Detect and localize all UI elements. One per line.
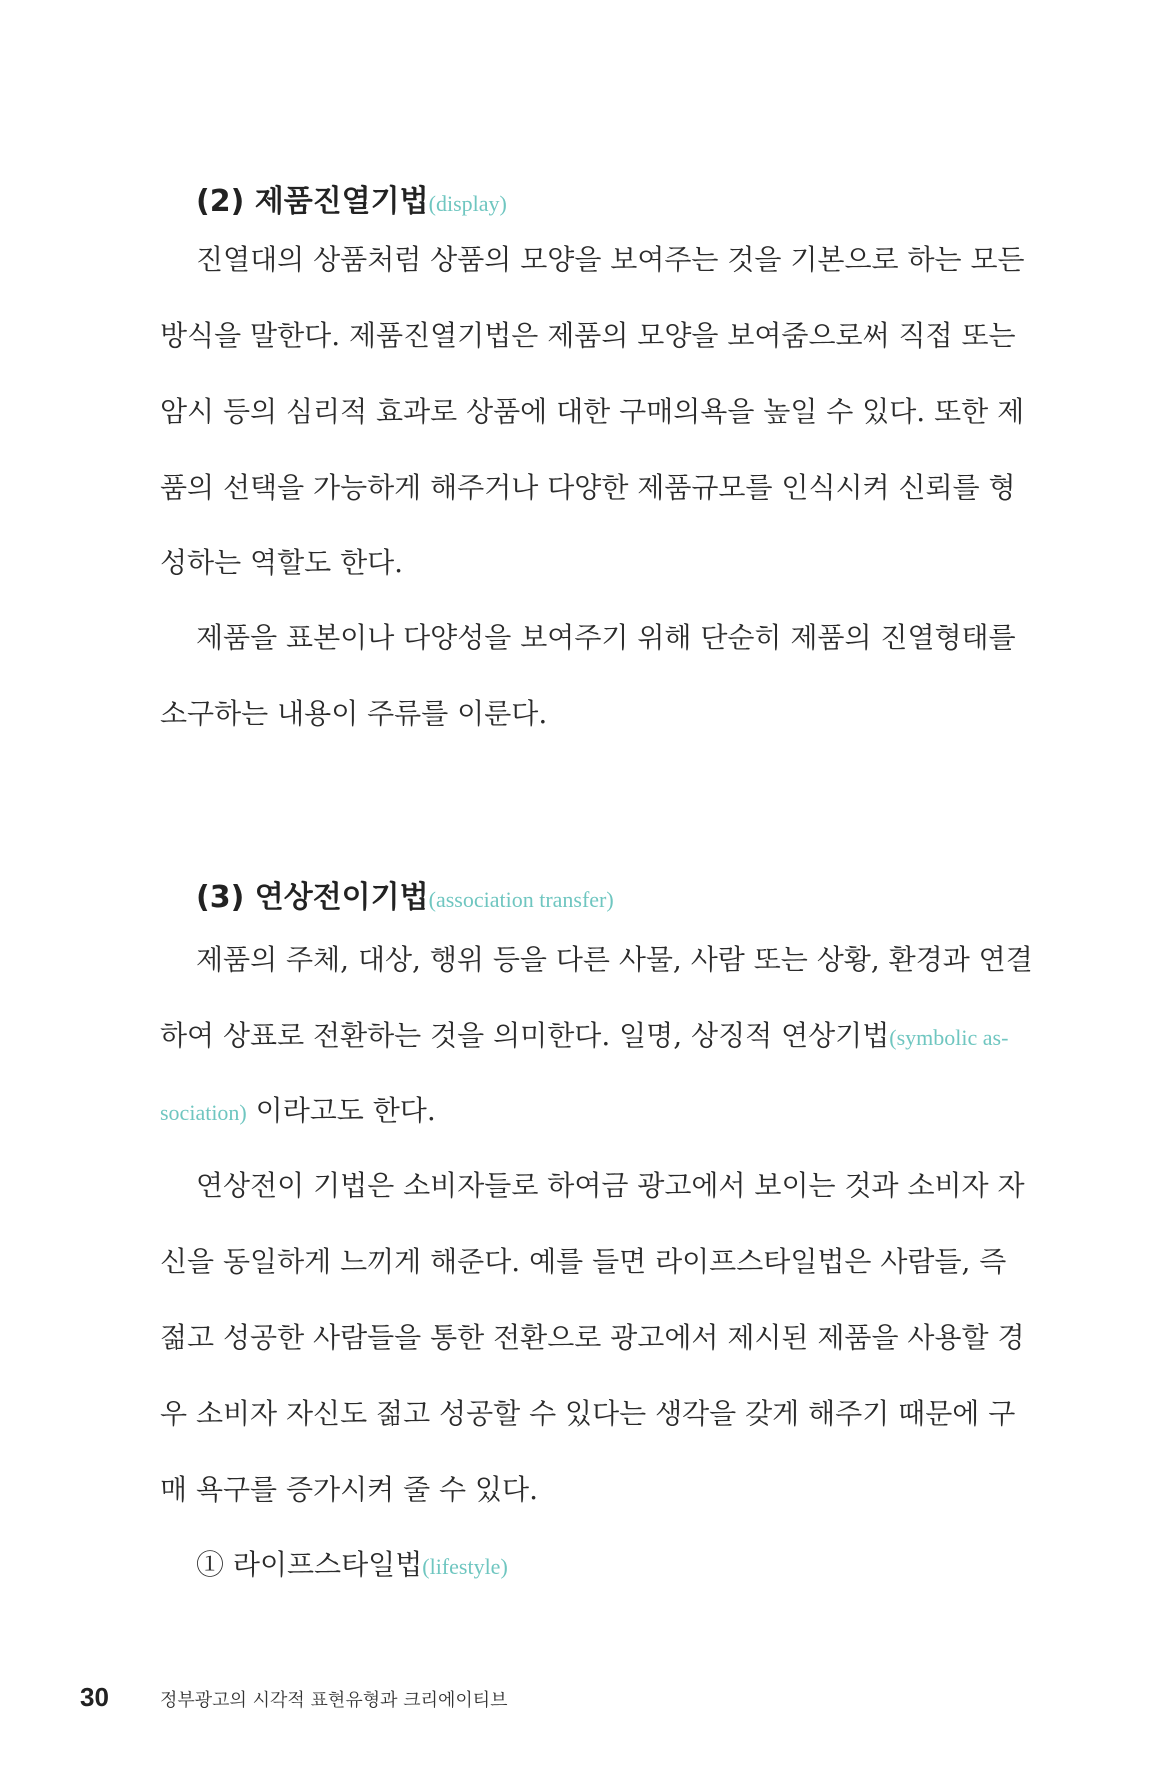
paragraph-line: 진열대의 상품처럼 상품의 모양을 보여주는 것을 기본으로 하는 모든	[196, 243, 1025, 276]
heading-english: (association transfer)	[428, 887, 614, 912]
heading-text: (3) 연상전이기법	[196, 880, 429, 915]
paragraph-line	[160, 1091, 980, 1133]
paragraph-line: 제품의 주체, 대상, 행위 등을 다른 사물, 사람 또는 상황, 환경과 연결	[196, 943, 1033, 976]
paragraph-line: 품의 선택을 가능하게 해주거나 다양한 제품규모를 인식시켜 신뢰를 형	[160, 471, 1016, 504]
english-term: (lifestyle)	[422, 1554, 508, 1579]
paragraph-text: 하여 상표로 전환하는 것을 의미한다. 일명, 상징적 연상기법	[160, 1019, 890, 1052]
paragraph-line: 젊고 성공한 사람들을 통한 전환으로 광고에서 제시된 제품을 사용할 경	[160, 1321, 1025, 1354]
paragraph-line	[160, 1016, 1009, 1058]
list-item-lifestyle	[196, 1545, 980, 1587]
english-term: sociation)	[160, 1100, 247, 1125]
paragraph-line: 우 소비자 자신도 젊고 성공할 수 있다는 생각을 갖게 해주기 때문에 구	[160, 1397, 1016, 1430]
paragraph-line: 성하는 역할도 한다.	[160, 546, 404, 579]
heading-english: (display)	[428, 191, 507, 216]
paragraph-line: 방식을 말한다. 제품진열기법은 제품의 모양을 보여줌으로써 직접 또는	[160, 319, 1016, 352]
section-heading-association-transfer	[196, 872, 614, 916]
paragraph-line: 신을 동일하게 느끼게 해준다. 예를 들면 라이프스타일법은 사람들, 즉	[160, 1245, 1007, 1278]
paragraph-line: 매 욕구를 증가시켜 줄 수 있다.	[160, 1473, 538, 1506]
paragraph-line: 암시 등의 심리적 효과로 상품에 대한 구매의욕을 높일 수 있다. 또한 제	[160, 395, 1025, 428]
page-number: 30	[80, 1682, 109, 1712]
section-heading-display	[196, 176, 507, 220]
paragraph-line: 소구하는 내용이 주류를 이룬다.	[160, 697, 548, 730]
english-term: (symbolic as-	[889, 1025, 1009, 1050]
paragraph-text: 이라고도 한다.	[246, 1094, 436, 1127]
list-item-text: ① 라이프스타일법	[196, 1548, 423, 1581]
running-footer-title: 정부광고의 시각적 표현유형과 크리에이티브	[160, 1690, 508, 1711]
paragraph-line: 제품을 표본이나 다양성을 보여주기 위해 단순히 제품의 진열형태를	[196, 621, 1016, 654]
paragraph-line: 연상전이 기법은 소비자들로 하여금 광고에서 보이는 것과 소비자 자	[196, 1169, 1025, 1202]
heading-text: (2) 제품진열기법	[196, 184, 429, 219]
